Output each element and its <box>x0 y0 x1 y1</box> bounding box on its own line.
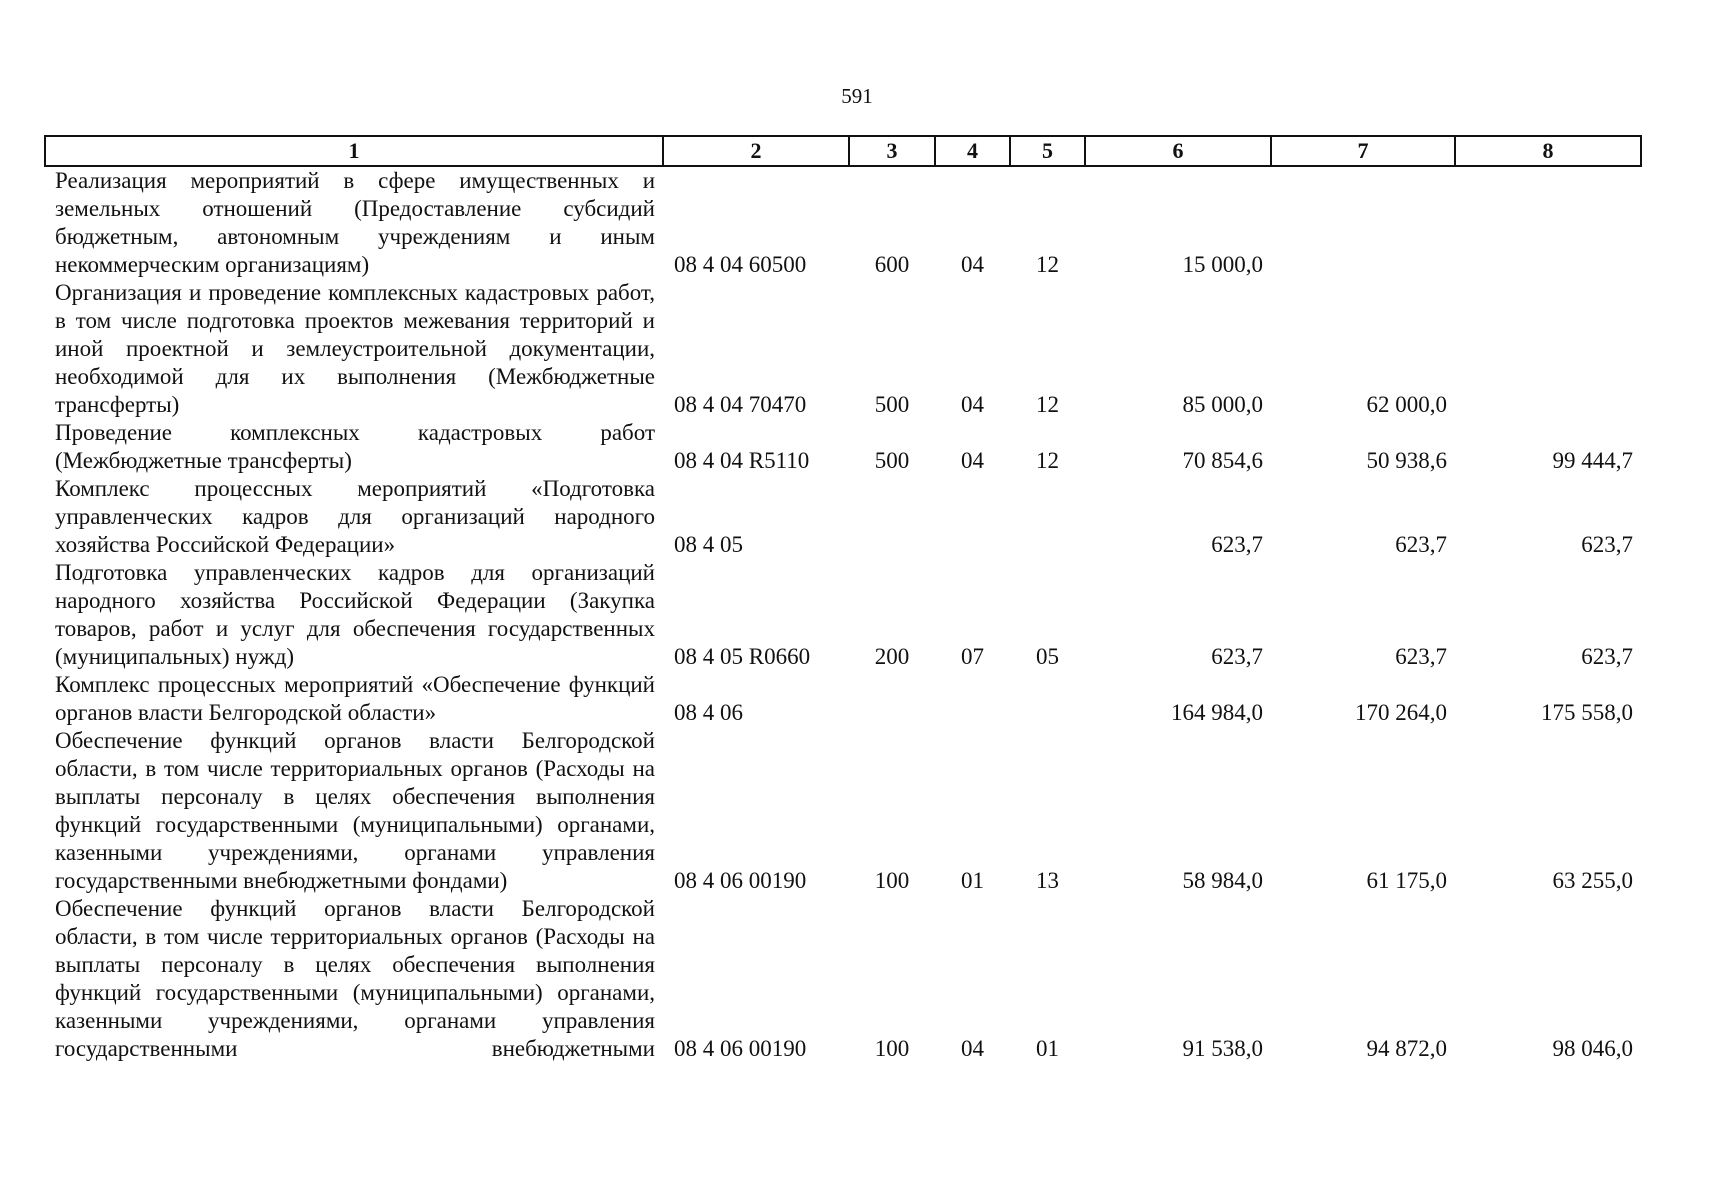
row-value-7 <box>1271 166 1455 279</box>
row-value-8: 99 444,7 <box>1552 448 1633 473</box>
row-value-7: 623,7 <box>1395 644 1447 669</box>
row-code: 08 4 06 00190 <box>674 868 807 893</box>
row-value-8 <box>1455 166 1641 279</box>
table-row <box>45 895 1641 1063</box>
row-value-7: 623,7 <box>1395 532 1447 557</box>
table-row <box>45 727 1641 895</box>
column-header-8: 8 <box>1455 136 1641 166</box>
column-header-3: 3 <box>849 136 935 166</box>
row-description: Подготовка управленческих кадров для организаций народного хозяйства Российской Федерации (Закупка товаров, работ и услуг для обеспечения государственных (муниципальных) нужд) <box>55 560 655 669</box>
row-value-7: 94 872,0 <box>1366 1036 1447 1061</box>
row-col5: 05 <box>1036 644 1059 669</box>
row-col5: 13 <box>1036 868 1059 893</box>
row-description: Обеспечение функций органов власти Белгородской области, в том числе территориальных органов (Расходы на выплаты персоналу в целях обеспечения выполнения функций государственными (муниципальными) органами, казенными учреждениями, органами управления государственными внебюджетными <box>55 896 655 1061</box>
row-code: 08 4 05 R0660 <box>674 644 811 669</box>
column-header-7: 7 <box>1271 136 1455 166</box>
row-col4: 04 <box>961 1036 984 1061</box>
row-col3: 500 <box>874 448 910 473</box>
row-col5: 12 <box>1036 392 1059 417</box>
row-description: Реализация мероприятий в сфере имущественных и земельных отношений (Предоставление субсидий бюджетным, автономным учреждениям и иным некоммерческим организациям) <box>55 168 655 277</box>
row-col4: 07 <box>961 644 984 669</box>
table-row <box>45 279 1641 419</box>
row-col4 <box>935 671 1010 727</box>
row-value-6: 58 984,0 <box>1182 868 1263 893</box>
row-description: Комплекс процессных мероприятий «Подготовка управленческих кадров для организаций народного хозяйства Российской Федерации» <box>55 476 655 557</box>
row-value-6: 85 000,0 <box>1182 392 1263 417</box>
row-col4: 04 <box>961 392 984 417</box>
row-value-7: 50 938,6 <box>1366 448 1447 473</box>
row-value-8 <box>1455 279 1641 419</box>
row-value-7: 170 264,0 <box>1355 700 1447 725</box>
row-description: Обеспечение функций органов власти Белгородской области, в том числе территориальных органов (Расходы на выплаты персоналу в целях обеспечения выполнения функций государственными (муниципальными) органами, казенными учреждениями, органами управления государственными внебюджетными фондами) <box>55 728 655 893</box>
budget-table <box>44 135 1642 1063</box>
column-header-6: 6 <box>1085 136 1271 166</box>
table-row <box>45 166 1641 279</box>
row-col5 <box>1010 475 1085 559</box>
row-value-6: 164 984,0 <box>1171 700 1263 725</box>
row-col3 <box>849 475 935 559</box>
row-code: 08 4 04 60500 <box>674 252 807 277</box>
table-row <box>45 671 1641 727</box>
row-value-6: 91 538,0 <box>1182 1036 1263 1061</box>
row-value-7: 61 175,0 <box>1366 868 1447 893</box>
row-code: 08 4 04 R5110 <box>674 448 810 473</box>
row-col4 <box>935 475 1010 559</box>
row-value-8: 623,7 <box>1581 532 1633 557</box>
row-col3: 100 <box>874 868 910 893</box>
row-col5 <box>1010 671 1085 727</box>
column-header-2: 2 <box>663 136 849 166</box>
table-header <box>45 136 1641 166</box>
table-body <box>45 166 1641 1063</box>
table-row <box>45 559 1641 671</box>
row-description: Комплекс процессных мероприятий «Обеспечение функций органов власти Белгородской области» <box>55 672 655 725</box>
row-col3 <box>849 671 935 727</box>
row-value-7: 62 000,0 <box>1366 392 1447 417</box>
row-col4: 04 <box>961 252 984 277</box>
row-value-8: 175 558,0 <box>1541 700 1633 725</box>
column-header-5: 5 <box>1010 136 1085 166</box>
row-col5: 01 <box>1036 1036 1059 1061</box>
row-col5: 12 <box>1036 252 1059 277</box>
row-code: 08 4 04 70470 <box>674 392 807 417</box>
row-value-8: 623,7 <box>1581 644 1633 669</box>
row-code: 08 4 06 <box>674 700 743 725</box>
row-col3: 600 <box>874 252 910 277</box>
row-col3: 100 <box>874 1036 910 1061</box>
column-header-4: 4 <box>935 136 1010 166</box>
row-col4: 01 <box>961 868 984 893</box>
table-row <box>45 475 1641 559</box>
table-row <box>45 419 1641 475</box>
row-col3: 500 <box>874 392 910 417</box>
row-value-6: 623,7 <box>1211 532 1263 557</box>
row-value-6: 15 000,0 <box>1182 252 1263 277</box>
row-col5: 12 <box>1036 448 1059 473</box>
page-number: 591 <box>841 84 873 108</box>
row-code: 08 4 06 00190 <box>674 1036 807 1061</box>
row-description: Организация и проведение комплексных кадастровых работ, в том числе подготовка проектов межевания территорий и иной проектной и землеустроительной документации, необходимой для их выполнения (Межбюджетные трансферты) <box>55 280 655 417</box>
row-col4: 04 <box>961 448 984 473</box>
row-code: 08 4 05 <box>674 532 743 557</box>
row-value-8: 63 255,0 <box>1552 868 1633 893</box>
row-value-6: 623,7 <box>1211 644 1263 669</box>
row-col3: 200 <box>874 644 910 669</box>
row-value-6: 70 854,6 <box>1182 448 1263 473</box>
row-value-8: 98 046,0 <box>1552 1036 1633 1061</box>
header-row <box>45 136 1641 166</box>
row-description: Проведение комплексных кадастровых работ (Межбюджетные трансферты) <box>55 420 655 473</box>
column-header-1: 1 <box>45 136 663 166</box>
